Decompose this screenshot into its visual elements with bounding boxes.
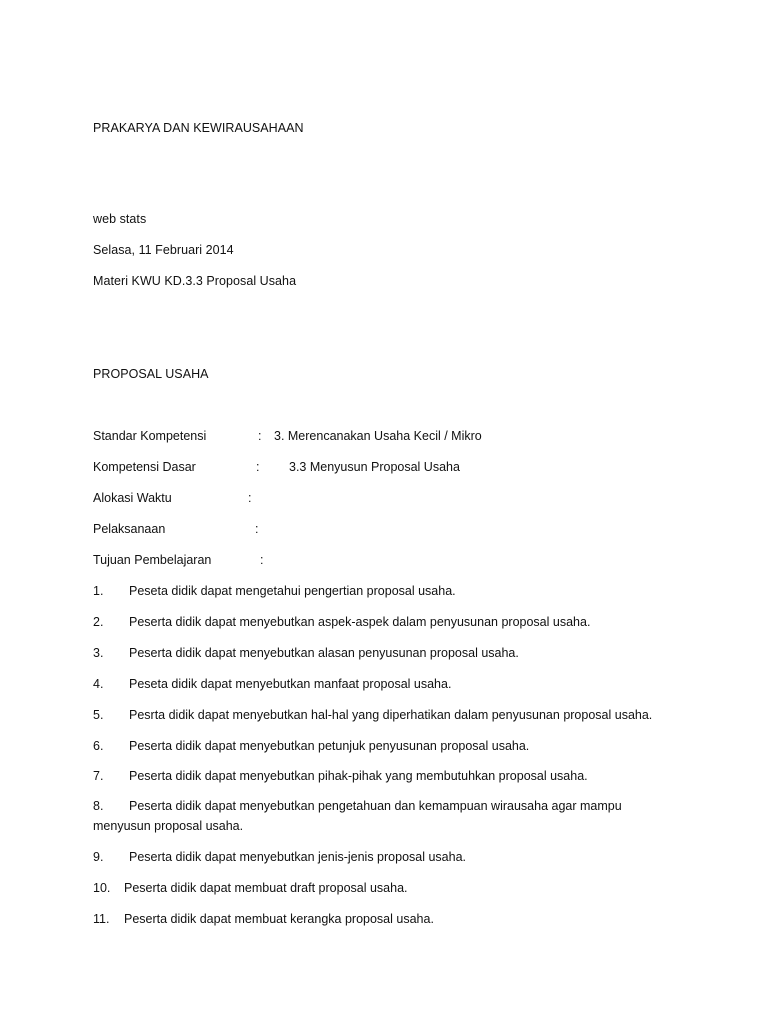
field-value: 3.3 Menyusun Proposal Usaha — [289, 460, 460, 474]
list-item-number: 5. — [93, 708, 104, 722]
list-item-number: 10. — [93, 881, 111, 895]
list-item-text: Peserta didik dapat menyebutkan alasan penyusunan proposal usaha. — [129, 646, 519, 660]
post-title: Materi KWU KD.3.3 Proposal Usaha — [93, 274, 297, 288]
list-item-number: 6. — [93, 739, 104, 753]
field-colon: : — [260, 553, 264, 567]
field-colon: : — [258, 429, 262, 443]
list-item-text: Peserta didik dapat menyebutkan jenis-jenis proposal usaha. — [129, 850, 467, 864]
field-label: Tujuan Pembelajaran — [93, 553, 212, 567]
field-colon: : — [248, 491, 252, 505]
web-stats-text: web stats — [93, 212, 147, 226]
field-colon: : — [255, 522, 259, 536]
section-heading: PROPOSAL USAHA — [93, 367, 209, 381]
list-item-text: Peseta didik dapat menyebutkan manfaat proposal usaha. — [129, 677, 452, 691]
field-label: Pelaksanaan — [93, 522, 166, 536]
field-colon: : — [256, 460, 260, 474]
list-item-text: Pesrta didik dapat menyebutkan hal-hal yang diperhatikan dalam penyusunan proposal usaha. — [129, 708, 653, 722]
list-item-number: 9. — [93, 850, 104, 864]
field-value: 3. Merencanakan Usaha Kecil / Mikro — [274, 429, 482, 443]
subject-heading: PRAKARYA DAN KEWIRAUSAHAAN — [93, 121, 304, 135]
list-item-number: 8. — [93, 799, 104, 813]
list-item-number: 7. — [93, 769, 104, 783]
list-item-text: Peserta didik dapat membuat kerangka proposal usaha. — [124, 912, 434, 926]
list-item-number: 4. — [93, 677, 104, 691]
list-item-text: Peserta didik dapat menyebutkan pihak-pihak yang membutuhkan proposal usaha. — [129, 769, 588, 783]
field-label: Standar Kompetensi — [93, 429, 207, 443]
list-item-continuation: menyusun proposal usaha. — [93, 819, 244, 833]
post-date: Selasa, 11 Februari 2014 — [93, 243, 234, 257]
field-label: Kompetensi Dasar — [93, 460, 196, 474]
list-item-number: 3. — [93, 646, 104, 660]
list-item-text: Peserta didik dapat menyebutkan petunjuk penyusunan proposal usaha. — [129, 739, 530, 753]
field-label: Alokasi Waktu — [93, 491, 172, 505]
list-item-number: 2. — [93, 615, 104, 629]
list-item-text: Peserta didik dapat membuat draft proposal usaha. — [124, 881, 408, 895]
list-item-number: 11. — [93, 912, 110, 926]
list-item-text: Peseta didik dapat mengetahui pengertian proposal usaha. — [129, 584, 456, 598]
list-item-text: Peserta didik dapat menyebutkan aspek-aspek dalam penyusunan proposal usaha. — [129, 615, 591, 629]
list-item-text: Peserta didik dapat menyebutkan pengetahuan dan kemampuan wirausaha agar mampu — [129, 799, 622, 813]
list-item-number: 1. — [93, 584, 104, 598]
